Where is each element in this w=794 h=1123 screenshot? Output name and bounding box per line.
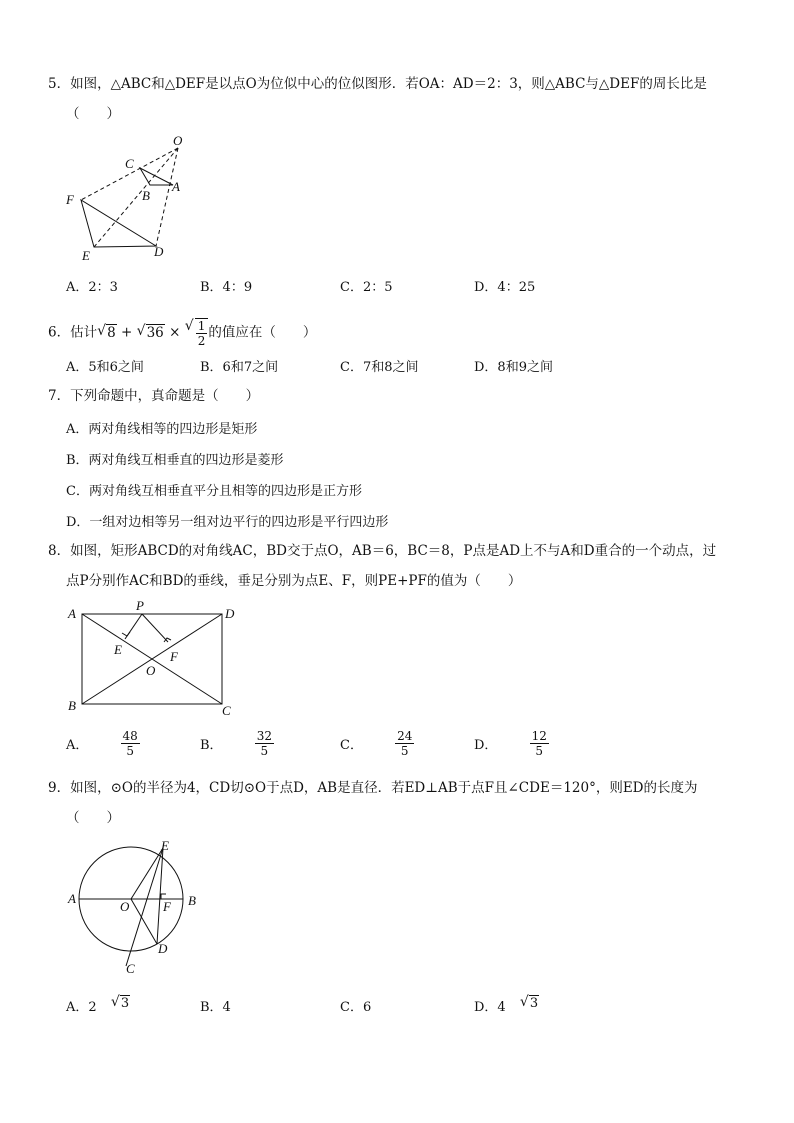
q9-paren: （ ） xyxy=(66,810,120,826)
q8-option-c: C． $\frac{24}{5}$ xyxy=(340,729,413,758)
q9-option-b: B．4 xyxy=(200,1000,231,1015)
q7-option-b: B．两对角线互相垂直的四边形是菱形 xyxy=(66,453,284,468)
q5-label-O: O xyxy=(173,133,183,148)
q6-suffix: 的值应在（ ） xyxy=(208,324,317,341)
q6-option-b: B．6和7之间 xyxy=(200,360,279,375)
q9-label-D: D xyxy=(158,941,168,956)
q9-label-C: C xyxy=(126,961,135,976)
q5-figure xyxy=(60,130,200,265)
q5-label-E: E xyxy=(82,248,90,263)
q9-label-O: O xyxy=(120,899,130,914)
q8-option-a: A． $\frac{48}{5}$ xyxy=(66,729,138,758)
q9-label-F: F xyxy=(163,899,171,914)
q5-label-D: D xyxy=(154,244,164,259)
q5-label-B: B xyxy=(142,188,150,203)
q8-label-B: B xyxy=(68,698,76,713)
q8-option-b: B． $\frac{32}{5}$ xyxy=(200,729,272,758)
q8-label-D: D xyxy=(225,606,235,621)
q6-prefix: 6．估计 xyxy=(48,324,98,341)
q9-label-A: A xyxy=(68,891,76,906)
q9-figure xyxy=(62,835,212,985)
q7-option-c: C．两对角线互相垂直平分且相等的四边形是正方形 xyxy=(66,484,362,499)
q6-sqrt-36: √ 36 xyxy=(137,323,165,343)
q9-label-B: B xyxy=(188,893,196,908)
q5-stem: 5．如图，△ABC和△DEF是以点O为位似中心的位似图形．若OA：AD＝2：3，则△ABC与△DEF的周长比是 xyxy=(48,76,707,92)
q8-stem-line2: 点P分别作AC和BD的垂线，垂足分别为点E、F，则PE+PF的值为（ ） xyxy=(66,573,522,589)
q8-label-F: F xyxy=(170,649,178,664)
q5-option-c: C．2：5 xyxy=(340,280,393,295)
q9-stem: 9．如图，⊙O的半径为4，CD切⊙O于点D，AB是直径．若ED⊥AB于点F且∠CDE＝120°，则ED的长度为 xyxy=(48,780,698,796)
q6-option-a: A．5和6之间 xyxy=(66,360,144,375)
q7-option-d: D．一组对边相等另一组对边平行的四边形是平行四边形 xyxy=(66,515,389,530)
q5-option-a: A．2：3 xyxy=(66,280,118,295)
q6-option-d: D．8和9之间 xyxy=(474,360,553,375)
q6-sqrt-8: √ 8 xyxy=(97,323,117,343)
q8-label-C: C xyxy=(222,703,231,718)
q7-option-a: A．两对角线相等的四边形是矩形 xyxy=(66,422,258,437)
q5-paren: （ ） xyxy=(66,106,120,122)
q8-label-A: A xyxy=(68,606,76,621)
q8-stem-line1: 8．如图，矩形ABCD的对角线AC，BD交于点O，AB＝6，BC＝8，P点是AD上不与A和D重合的一个动点，过 xyxy=(48,543,717,559)
q5-option-d: D．4：25 xyxy=(474,280,536,295)
q6-plus: + xyxy=(120,324,133,341)
q8-option-d: D． $\frac{12}{5}$ xyxy=(474,729,547,758)
q7-stem: 7．下列命题中，真命题是（ ） xyxy=(48,388,260,404)
q5-label-F: F xyxy=(66,192,74,207)
q8-label-E: E xyxy=(114,642,122,657)
q6-sqrt-half: √ $\frac{1}{2}$ xyxy=(185,318,209,348)
q9-option-d: D．4 √ 3 xyxy=(474,996,539,1015)
q9-label-E: E xyxy=(161,838,169,853)
q6-option-c: C．7和8之间 xyxy=(340,360,419,375)
q9-option-a: A．2 √ 3 xyxy=(66,996,130,1015)
q5-label-C: C xyxy=(125,156,134,171)
q8-label-P: P xyxy=(136,598,144,613)
q8-figure xyxy=(60,598,245,720)
q5-option-b: B．4：9 xyxy=(200,280,253,295)
q6-stem xyxy=(48,318,316,348)
q6-times: × xyxy=(169,324,181,341)
q9-option-c: C．6 xyxy=(340,1000,372,1015)
q8-label-O: O xyxy=(146,663,156,678)
q5-label-A: A xyxy=(172,179,180,194)
